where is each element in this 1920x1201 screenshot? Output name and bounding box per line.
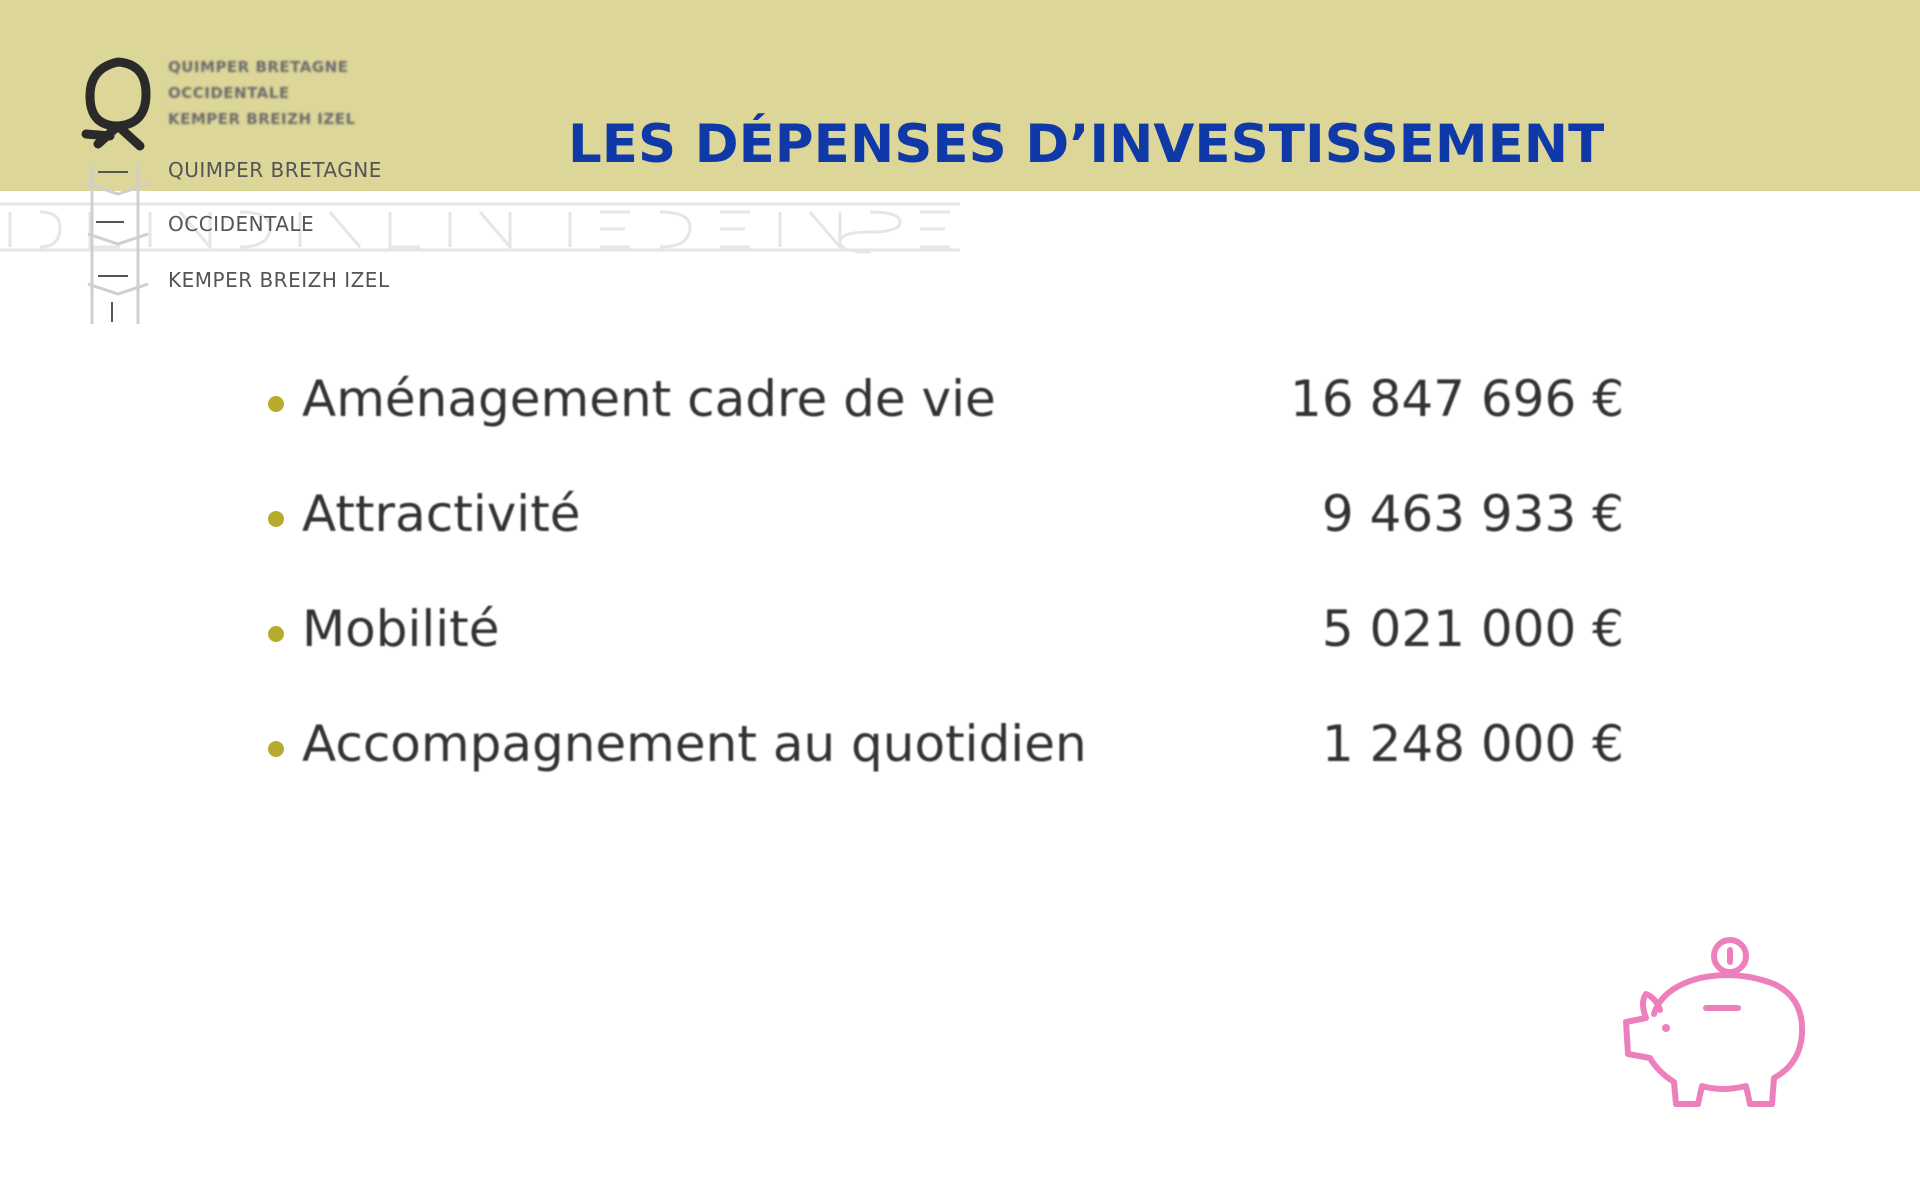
logo-line-5: OCCIDENTALE bbox=[168, 212, 315, 236]
bullet-icon bbox=[268, 626, 284, 642]
logo-line-4: QUIMPER BRETAGNE bbox=[168, 158, 382, 182]
piggy-bank-icon bbox=[1614, 936, 1810, 1112]
bullet-icon bbox=[268, 741, 284, 757]
item-value: 16 847 696 € bbox=[1290, 370, 1624, 428]
investment-list bbox=[262, 360, 1632, 820]
list-item bbox=[262, 360, 1632, 475]
list-item bbox=[262, 590, 1632, 705]
logo-line-3: KEMPER BREIZH IZEL bbox=[168, 110, 356, 128]
slide-title: LES DÉPENSES D’INVESTISSEMENT bbox=[568, 113, 1605, 175]
item-value: 1 248 000 € bbox=[1321, 715, 1624, 773]
organization-logo bbox=[78, 54, 398, 334]
bullet-icon bbox=[268, 396, 284, 412]
item-label: Attractivité bbox=[302, 485, 581, 543]
item-label: Accompagnement au quotidien bbox=[302, 715, 1087, 773]
logo-line-1: QUIMPER BRETAGNE bbox=[168, 58, 349, 76]
item-label: Mobilité bbox=[302, 600, 500, 658]
list-item bbox=[262, 705, 1632, 820]
logo-line-6: KEMPER BREIZH IZEL bbox=[168, 268, 390, 292]
list-item bbox=[262, 475, 1632, 590]
quimper-logo-icon bbox=[78, 54, 158, 334]
logo-text-block bbox=[168, 54, 398, 292]
bullet-icon bbox=[268, 511, 284, 527]
item-value: 9 463 933 € bbox=[1321, 485, 1624, 543]
item-value: 5 021 000 € bbox=[1321, 600, 1624, 658]
item-label: Aménagement cadre de vie bbox=[302, 370, 996, 428]
logo-line-2: OCCIDENTALE bbox=[168, 84, 290, 102]
